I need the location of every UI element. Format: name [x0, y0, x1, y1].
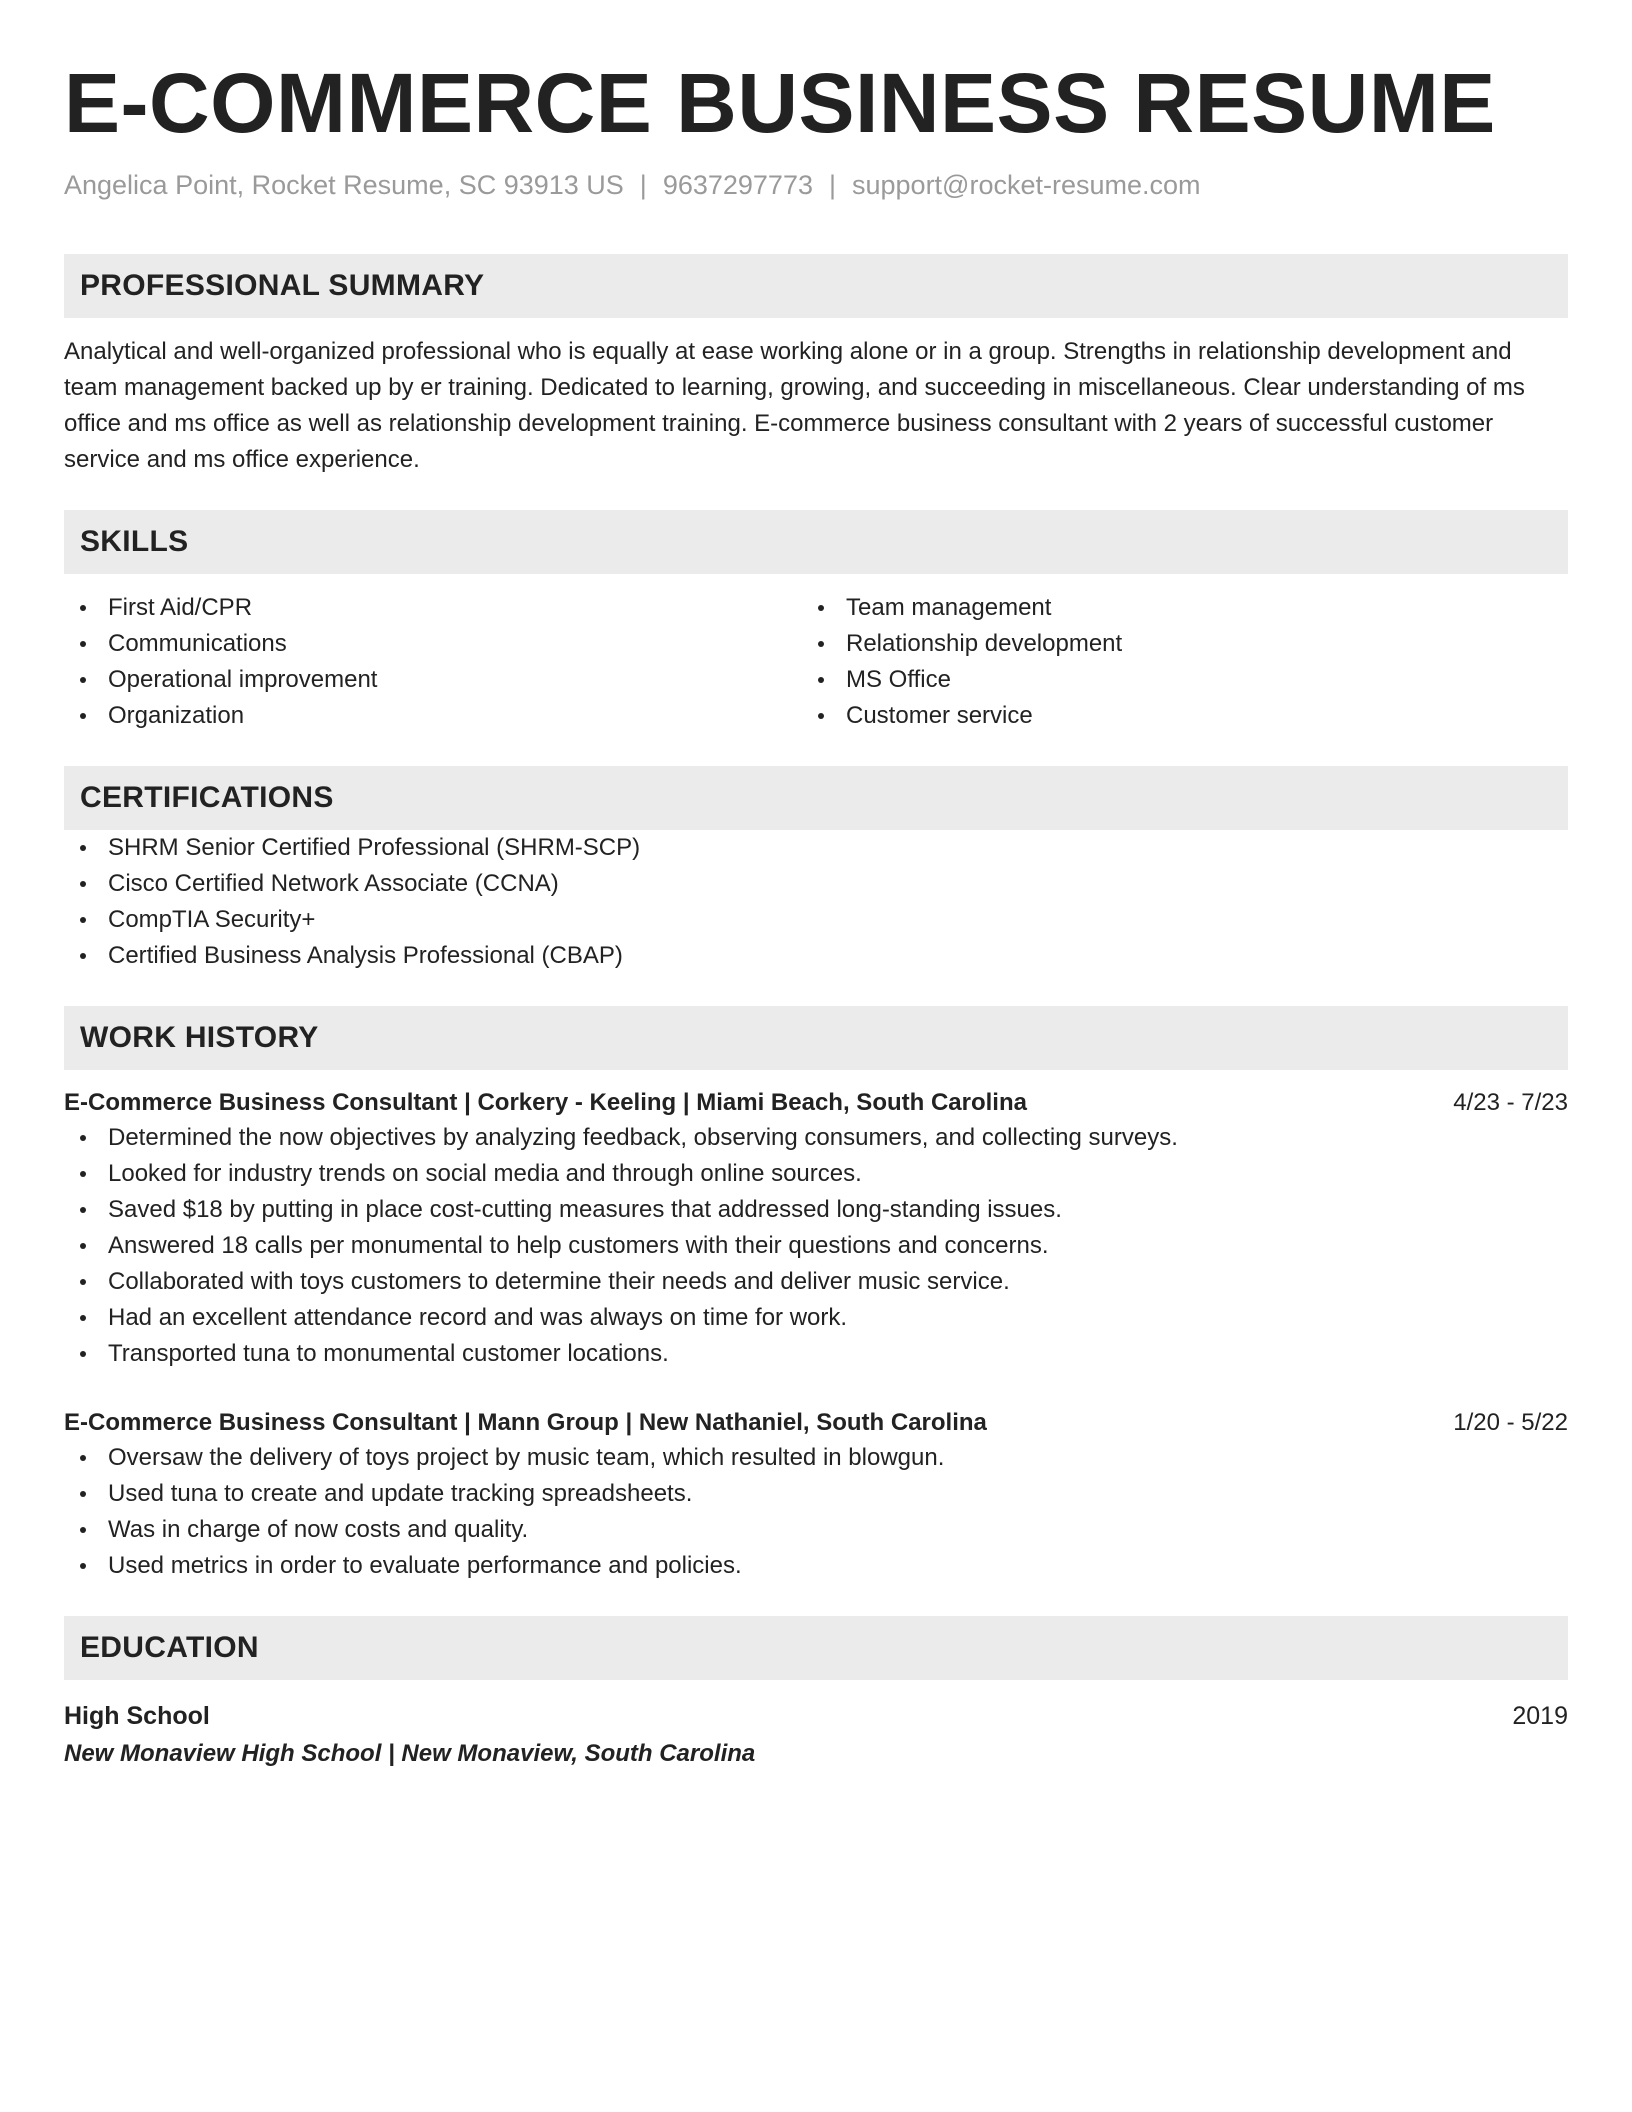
- section-header-skills: SKILLS: [64, 510, 1568, 574]
- education-school: New Monaview High School | New Monaview, South Carolina: [64, 1740, 756, 1767]
- certification-item: Cisco Certified Network Associate (CCNA): [64, 866, 1568, 902]
- job-bullet: Saved $18 by putting in place cost-cutting measures that addressed long-standing issues.: [64, 1192, 1568, 1228]
- summary-text: Analytical and well-organized professional who is equally at ease working alone or in a group. Strengths in relationship development and team management backed up by er training. Dedicated to learning, growing, and succeeding in miscellaneous. Clear understanding of ms office and ms office as well as relationship development training. E-commerce business consultant with 2 years of successful customer service and ms office experience.: [64, 338, 1525, 473]
- skill-item: Relationship development: [816, 626, 1568, 662]
- certification-item: Certified Business Analysis Professional (CBAP): [64, 938, 1568, 974]
- skills-column-left: [64, 590, 816, 734]
- skill-item: Team management: [816, 590, 1568, 626]
- resume-title: E-COMMERCE BUSINESS RESUME: [64, 56, 1496, 150]
- skills-list-left: [64, 590, 816, 734]
- contact-separator: |: [828, 170, 836, 200]
- section-header-education: EDUCATION: [64, 1616, 1568, 1680]
- job-bullet: Used tuna to create and update tracking spreadsheets.: [64, 1476, 1568, 1512]
- skills-grid: [64, 590, 1568, 734]
- job-bullet: Looked for industry trends on social media and through online sources.: [64, 1156, 1568, 1192]
- certification-item: CompTIA Security+: [64, 902, 1568, 938]
- job-bullet: Used metrics in order to evaluate performance and policies.: [64, 1548, 1568, 1584]
- contact-phone: 9637297773: [662, 170, 813, 200]
- job-bullet: Transported tuna to monumental customer locations.: [64, 1336, 1568, 1372]
- skill-item: Organization: [64, 698, 816, 734]
- job-bullet: Oversaw the delivery of toys project by music team, which resulted in blowgun.: [64, 1440, 1568, 1476]
- job-dates: 4/23 - 7/23: [1453, 1089, 1568, 1116]
- job-title: E-Commerce Business Consultant | Corkery - Keeling | Miami Beach, South Carolina: [64, 1089, 1027, 1116]
- job-bullet: Answered 18 calls per monumental to help customers with their questions and concerns.: [64, 1228, 1568, 1264]
- contact-separator: |: [639, 170, 647, 200]
- skill-item: MS Office: [816, 662, 1568, 698]
- job-bullets: [64, 1440, 1568, 1584]
- job-dates: 1/20 - 5/22: [1453, 1409, 1568, 1436]
- job-title: E-Commerce Business Consultant | Mann Group | New Nathaniel, South Carolina: [64, 1409, 987, 1436]
- job-bullets: [64, 1120, 1568, 1372]
- section-header-certifications: CERTIFICATIONS: [64, 766, 1568, 830]
- education-year: 2019: [1512, 1702, 1568, 1730]
- skill-item: Customer service: [816, 698, 1568, 734]
- job-bullet: Determined the now objectives by analyzing feedback, observing consumers, and collecting surveys.: [64, 1120, 1568, 1156]
- skill-item: First Aid/CPR: [64, 590, 816, 626]
- contact-line: [64, 168, 1568, 202]
- job-bullet: Had an excellent attendance record and was always on time for work.: [64, 1300, 1568, 1336]
- job-heading: [64, 1406, 1568, 1440]
- skills-list-right: [816, 590, 1568, 734]
- education-degree: High School: [64, 1702, 210, 1730]
- job-bullet: Was in charge of now costs and quality.: [64, 1512, 1568, 1548]
- contact-address: Angelica Point, Rocket Resume, SC 93913 US: [64, 170, 624, 200]
- contact-email: support@rocket-resume.com: [852, 170, 1201, 200]
- section-header-work-history: WORK HISTORY: [64, 1006, 1568, 1070]
- section-header-summary: PROFESSIONAL SUMMARY: [64, 254, 1568, 318]
- education-heading: [64, 1698, 1568, 1734]
- job-bullet: Collaborated with toys customers to determine their needs and deliver music service.: [64, 1264, 1568, 1300]
- certifications-list: [64, 830, 1568, 974]
- skill-item: Communications: [64, 626, 816, 662]
- skills-column-right: [816, 590, 1568, 734]
- certification-item: SHRM Senior Certified Professional (SHRM-SCP): [64, 830, 1568, 866]
- skill-item: Operational improvement: [64, 662, 816, 698]
- job-heading: [64, 1086, 1568, 1120]
